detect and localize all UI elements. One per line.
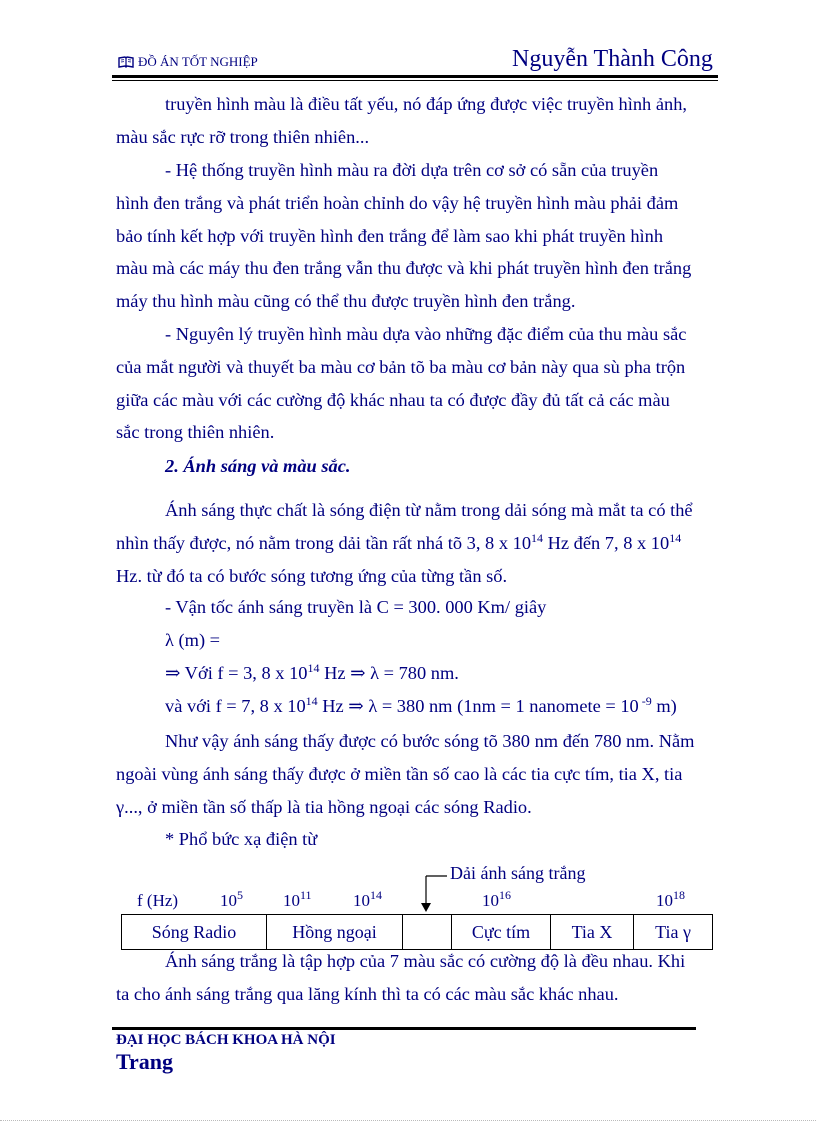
band-visible — [403, 915, 452, 949]
white-light-label: Dải ánh sáng trắng — [450, 863, 586, 883]
band-radio: Sóng Radio — [122, 915, 267, 949]
header-doc-title — [118, 54, 258, 70]
band-ultraviolet: Cực tím — [452, 915, 551, 949]
header-rule-thin — [112, 80, 718, 81]
text-line: γ..., ở miền tần số thấp là tia hồng ngoại các sóng Radio. — [116, 796, 532, 817]
text-line: sắc trong thiên nhiên. — [116, 422, 275, 443]
text-line: nhìn thấy được, nó nằm trong dải tần rất nhá tõ 3, 8 x $10^{14}$ Hz đến 7, 8 x $10^{14}$ — [116, 530, 682, 553]
implies-arrow-icon: ⇒ — [165, 663, 181, 683]
example-780nm: ⇒ Với f = 3, 8 x $10^{14}$ Hz ⇒ λ = 780 nm. — [165, 661, 459, 683]
header-left-title: ĐỒ ÁN TỐT NGHIỆP — [138, 54, 258, 69]
section-heading: 2. Ánh sáng và màu sắc. — [165, 456, 351, 476]
header-author: Nguyễn Thành Công — [512, 46, 713, 72]
header-rule-thick — [112, 75, 718, 78]
paragraph-4 — [116, 494, 718, 592]
text-line: - Nguyên lý truyền hình màu dựa vào những đặc điểm của thu màu sắc — [165, 324, 687, 344]
paragraph-1 — [116, 88, 718, 154]
footer-rule — [112, 1027, 696, 1030]
page-bottom-border — [0, 1120, 816, 1121]
lambda-definition: λ (m) = — [165, 630, 221, 650]
text-line: hình đen trắng và phát triển hoàn chỉnh do vậy hệ truyền hình màu phải đảm — [116, 192, 679, 213]
text-line: - Hệ thống truyền hình màu ra đời dựa trên cơ sở có sẵn của truyền — [165, 160, 659, 180]
paragraph-2 — [116, 154, 718, 318]
axis-label: f (Hz) — [137, 891, 179, 910]
footer-page-label: Trang — [116, 1049, 174, 1074]
text-line: máy thu hình màu cũng có thể thu được truyền hình đen trắng. — [116, 291, 576, 312]
text-line: giữa các màu với các cường độ khác nhau ta có được đầy đủ tất cả các màu — [116, 389, 670, 410]
text-line: Ánh sáng trắng là tập hợp của 7 màu sắc có cường độ là đều nhau. Khi — [165, 951, 686, 971]
paragraph-6 — [116, 945, 718, 1011]
text-line: ngoài vùng ánh sáng thấy được ở miền tần số cao là các tia cực tím, tia X, tia — [116, 763, 683, 784]
text-line: ta cho ánh sáng trắng qua lăng kính thì ta có các màu sắc khác nhau. — [116, 983, 619, 1004]
text-line: Như vậy ánh sáng thấy được có bước sóng tõ 380 nm đến 780 nm. Nằm — [165, 731, 695, 751]
text-line: Hz. từ đó ta có bước sóng tương ứng của từng tần số. — [116, 565, 508, 586]
text-line: truyền hình màu là điều tất yếu, nó đáp ứng được việc truyền hình ảnh, — [165, 94, 687, 114]
paragraph-5 — [116, 725, 718, 823]
tick-label: $10^{14}$ — [353, 888, 382, 910]
implies-arrow-icon: ⇒ — [350, 663, 366, 683]
text-line: bảo tính kết hợp với truyền hình đen trắng để làm sao khi phát truyền hình — [116, 225, 664, 246]
white-light-arrow-icon — [415, 866, 455, 916]
text-line: màu sắc rực rỡ trong thiên nhiên... — [116, 126, 370, 147]
spectrum-title: * Phổ bức xạ điện từ — [165, 829, 318, 849]
text-line: Ánh sáng thực chất là sóng điện từ nằm trong dải sóng mà mắt ta có thể — [165, 500, 693, 520]
footer-university: ĐẠI HỌC BÁCH KHOA HÀ NỘI — [116, 1032, 336, 1048]
open-book-icon — [118, 56, 134, 68]
band-xray: Tia X — [551, 915, 634, 949]
tick-label: $10^{16}$ — [482, 888, 511, 910]
tick-label: $10^{18}$ — [656, 888, 685, 910]
text-line: của mắt người và thuyết ba màu cơ bản tõ ba màu cơ bản này qua sù pha trộn — [116, 356, 686, 377]
speed-of-light-line: - Vận tốc ánh sáng truyền là C = 300. 000 Km/ giây — [165, 597, 547, 617]
example-380nm: và với f = 7, 8 x $10^{14}$ Hz ⇒ λ = 380 nm (1nm = 1 nanomete = 10 $^{-9}$ m) — [165, 694, 677, 716]
paragraph-3 — [116, 318, 718, 449]
text-line: màu mà các máy thu đen trắng vẫn thu được và khi phát truyền hình đen trắng — [116, 258, 692, 279]
implies-arrow-icon: ⇒ — [348, 696, 364, 716]
tick-label: $10^5$ — [220, 888, 243, 910]
band-gamma: Tia γ — [655, 921, 691, 942]
band-infrared: Hồng ngoại — [267, 915, 403, 949]
tick-label: $10^{11}$ — [283, 888, 312, 910]
